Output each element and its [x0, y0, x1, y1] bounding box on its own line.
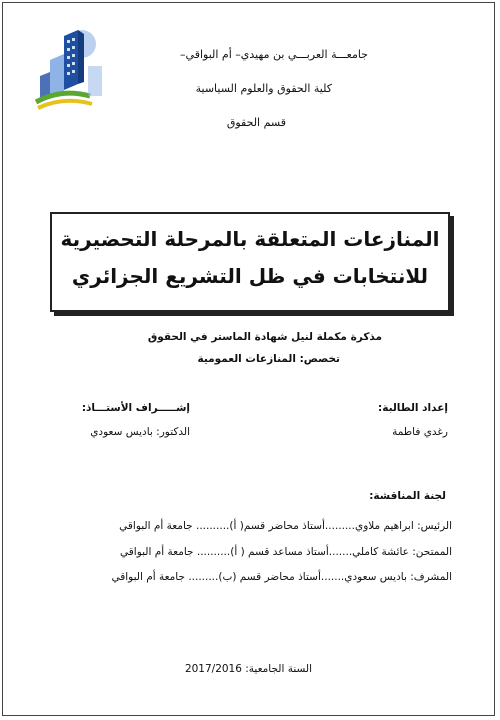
faculty-name: كلية الحقوق والعلوم السياسية — [195, 82, 332, 95]
committee-member-examiner: الممتحن: عائشة كاملي.......أستاذ مساعد قسم ( أ).......... جامعة أم البواقي — [120, 546, 452, 558]
university-logo-icon — [32, 26, 110, 114]
thesis-title-line-1: المنازعات المتعلقة بالمرحلة التحضيرية — [60, 227, 440, 251]
supervisor-label: إشـــــراف الأستـــاذ: — [81, 402, 190, 414]
academic-year: السنة الجامعية: 2017/2016 — [184, 663, 312, 675]
thesis-title-box — [50, 212, 450, 312]
student-name: رغدي فاطمة — [392, 426, 448, 438]
student-label: إعداد الطالبة: — [378, 402, 448, 414]
supervisor-name: الدكتور: باديس سعودي — [90, 426, 190, 438]
thesis-title-line-2: للانتخابات في ظل التشريع الجزائري — [71, 264, 429, 288]
committee-member-supervisor: المشرف: باديس سعودي.......أستاذ محاضر قسم (ب)......... جامعة أم البواقي — [111, 571, 452, 583]
memo-description: مذكرة مكملة لنيل شهادة الماستر في الحقوق — [147, 331, 382, 343]
department-name: قسم الحقوق — [226, 116, 286, 129]
committee-member-president: الرئيس: ابراهيم ملاوي.........أستاذ محاضر قسم( أ).......... جامعة أم البواقي — [119, 520, 452, 532]
committee-title: لجنة المناقشة: — [369, 490, 446, 502]
university-name: جامعـــة العربـــي بن مهيدي– أم البواقي– — [180, 48, 368, 61]
memo-specialty: تخصص: المنازعات العمومية — [197, 353, 340, 365]
